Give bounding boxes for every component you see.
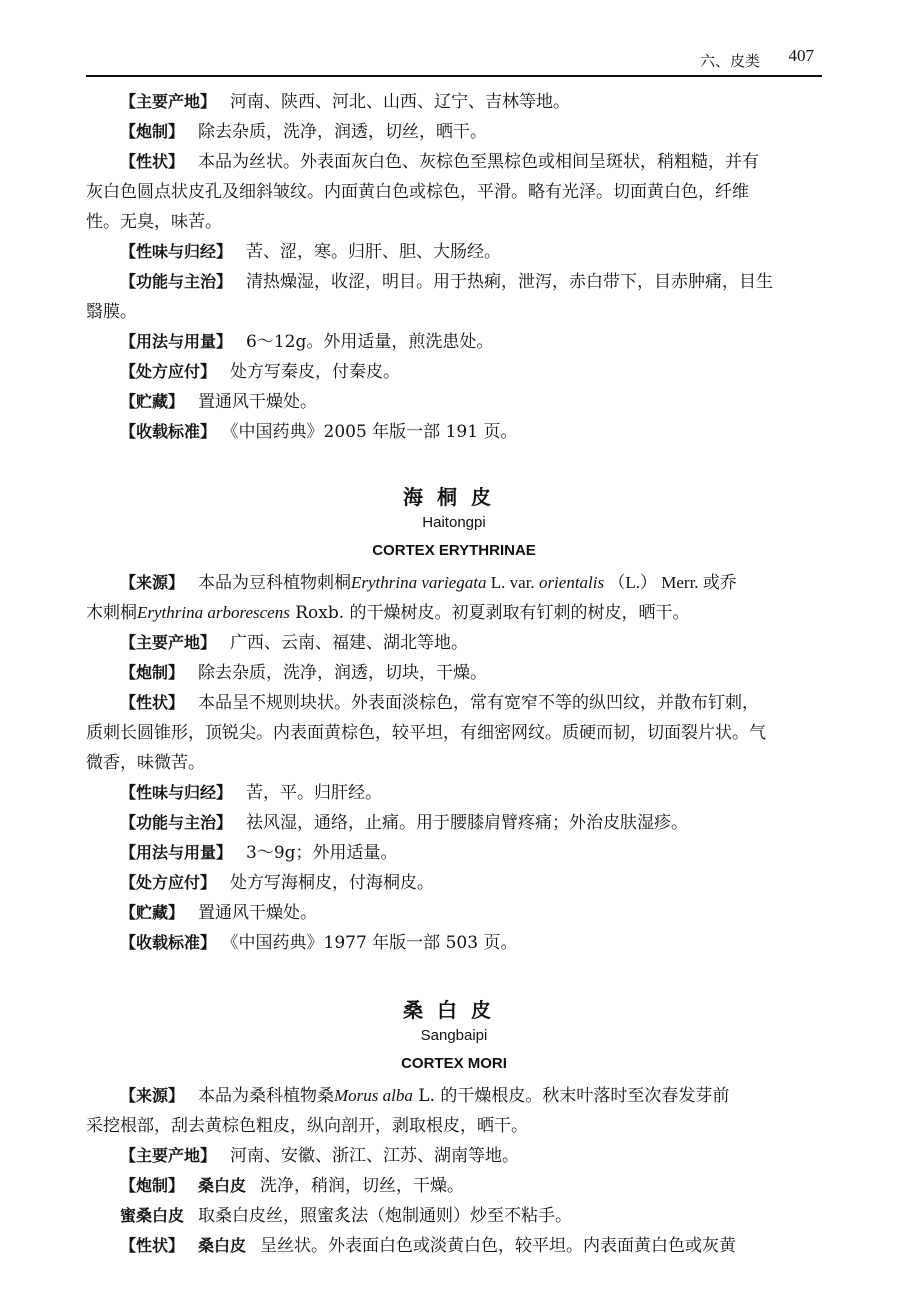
processing-line	[120, 121, 822, 143]
field-text: 《中国药典》1977 年版一部 503 页。	[230, 933, 518, 953]
field-text: Roxb. 的干燥树皮。初夏剥取有钉刺的树皮，晒干。	[289, 603, 690, 623]
field-label: 【来源】	[120, 573, 185, 592]
sub-label: 桑白皮	[198, 1236, 247, 1255]
source-line	[120, 1085, 822, 1107]
usage-line	[120, 842, 822, 864]
standard-line	[120, 932, 822, 954]
main-area-line	[120, 1145, 822, 1167]
entry-title: 桑白皮	[403, 998, 505, 1022]
field-label: 【炮制】	[120, 122, 185, 141]
field-text: 置通风干燥处。	[198, 903, 318, 923]
field-text: 置通风干燥处。	[198, 392, 318, 412]
field-text: 处方写海桐皮，付海桐皮。	[230, 873, 435, 893]
character-line-3: 性。无臭，味苦。	[86, 212, 222, 232]
field-label: 【性状】	[120, 1236, 185, 1255]
field-text: 清热燥湿，收涩，明目。用于热痢，泄泻，赤白带下，目赤肿痛，目生	[246, 272, 774, 292]
character-line	[120, 692, 822, 714]
entry-title: 海桐皮	[403, 485, 505, 509]
field-label: 【处方应付】	[120, 362, 217, 381]
processing-line	[120, 662, 822, 684]
field-text: 木刺桐	[86, 603, 137, 623]
page-number: 407	[788, 46, 814, 65]
field-text: 除去杂质，洗净，润透，切丝，晒干。	[198, 122, 488, 142]
field-label: 【来源】	[120, 1086, 185, 1105]
field-label: 【主要产地】	[120, 1146, 217, 1165]
species-name: orientalis	[538, 573, 605, 592]
prescription-line	[120, 872, 822, 894]
field-label: 【炮制】	[120, 663, 185, 682]
field-text: L. 的干燥根皮。秋末叶落时至次春发芽前	[412, 1086, 730, 1106]
source-line-2: 采挖根部，刮去黄棕色粗皮，纵向剖开，剥取根皮，晒干。	[86, 1116, 528, 1136]
source-line-2	[86, 602, 822, 624]
species-name: Erythrina variegata	[351, 573, 487, 592]
character-line-3: 微香，味微苦。	[86, 753, 205, 773]
field-text: 祛风湿，通络，止痛。用于腰膝肩臂疼痛；外治皮肤湿疹。	[246, 813, 689, 833]
storage-line	[120, 391, 822, 413]
field-text: 苦，平。归肝经。	[246, 783, 383, 803]
field-text: 洗净，稍润，切丝，干燥。	[260, 1176, 465, 1196]
field-text: 河南、安徽、浙江、江苏、湖南等地。	[230, 1146, 520, 1166]
field-label: 【功能与主治】	[120, 272, 233, 291]
field-text: 6～12g。外用适量，煎洗患处。	[246, 332, 494, 352]
field-label: 【贮藏】	[120, 392, 185, 411]
function-line	[120, 812, 822, 834]
field-text: 除去杂质，洗净，润透，切块，干燥。	[198, 663, 488, 683]
field-text: 本品为丝状。外表面灰白色、灰棕色至黑棕色或相间呈斑状，稍粗糙，并有	[198, 152, 760, 172]
character-line	[120, 1235, 822, 1257]
entry-pinyin: Sangbaipi	[420, 1027, 488, 1044]
field-label: 【性状】	[120, 693, 185, 712]
character-line-2: 灰白色圆点状皮孔及细斜皱纹。内面黄白色或棕色，平滑。略有光泽。切面黄白色，纤维	[86, 182, 749, 202]
species-name: Morus alba	[334, 1086, 413, 1105]
field-text: 《中国药典》2005 年版一部 191 页。	[230, 422, 518, 442]
header-rule	[86, 75, 822, 77]
character-line	[120, 151, 822, 173]
prescription-line	[120, 361, 822, 383]
field-text: 取桑白皮丝，照蜜炙法（炮制通则）炒至不粘手。	[198, 1206, 573, 1226]
field-label: 【处方应付】	[120, 873, 217, 892]
function-line-2: 翳膜。	[86, 302, 137, 322]
field-text: 处方写秦皮，付秦皮。	[230, 362, 401, 382]
entry-latin-name: CORTEX MORI	[401, 1055, 507, 1072]
field-label: 【收载标准】	[120, 933, 217, 952]
field-text: 本品为桑科植物桑	[198, 1086, 335, 1106]
processing-line	[120, 1175, 822, 1197]
section-title: 六、皮类	[699, 52, 760, 70]
field-label: 【功能与主治】	[120, 813, 233, 832]
field-label: 【贮藏】	[120, 903, 185, 922]
field-label: 【性味与归经】	[120, 242, 233, 261]
field-text: 呈丝状。外表面白色或淡黄白色，较平坦。内表面黄白色或灰黄	[260, 1236, 737, 1256]
character-line-2: 质刺长圆锥形，顶锐尖。内表面黄棕色，较平坦，有细密网纹。质硬而韧，切面裂片状。气	[86, 723, 766, 743]
main-area-line	[120, 91, 822, 113]
field-label: 【性味与归经】	[120, 783, 233, 802]
entry-latin-name: CORTEX ERYTHRINAE	[372, 542, 536, 559]
field-label: 【炮制】	[120, 1176, 185, 1195]
main-area-line	[120, 632, 822, 654]
taste-line	[120, 782, 822, 804]
storage-line	[120, 902, 822, 924]
field-text: 河南、陕西、河北、山西、辽宁、吉林等地。	[230, 92, 571, 112]
field-label: 【收载标准】	[120, 422, 217, 441]
honey-processing-line	[120, 1205, 822, 1227]
field-label: 【用法与用量】	[120, 843, 233, 862]
function-line	[120, 271, 822, 293]
taste-line	[120, 241, 822, 263]
species-name: Erythrina arborescens	[137, 603, 290, 622]
field-text: 3～9g；外用适量。	[246, 843, 398, 863]
field-label: 【主要产地】	[120, 633, 217, 652]
field-text: 广西、云南、福建、湖北等地。	[230, 633, 469, 653]
page-header	[86, 44, 822, 74]
sub-label: 桑白皮	[198, 1176, 247, 1195]
sub-label: 蜜桑白皮	[120, 1206, 185, 1225]
field-label: 【主要产地】	[120, 92, 217, 111]
field-text: L. var.	[486, 573, 539, 592]
entry-pinyin: Haitongpi	[422, 514, 486, 531]
field-text: 苦、涩，寒。归肝、胆、大肠经。	[246, 242, 502, 262]
field-text: （L.） Merr. 或乔	[604, 573, 737, 592]
standard-line	[120, 421, 822, 443]
usage-line	[120, 331, 822, 353]
field-label: 【性状】	[120, 152, 185, 171]
field-label: 【用法与用量】	[120, 332, 233, 351]
field-text: 本品呈不规则块状。外表面淡棕色，常有宽窄不等的纵凹纹，并散布钉刺，	[198, 693, 760, 713]
source-line	[120, 572, 822, 594]
field-text: 本品为豆科植物刺桐	[198, 573, 352, 593]
